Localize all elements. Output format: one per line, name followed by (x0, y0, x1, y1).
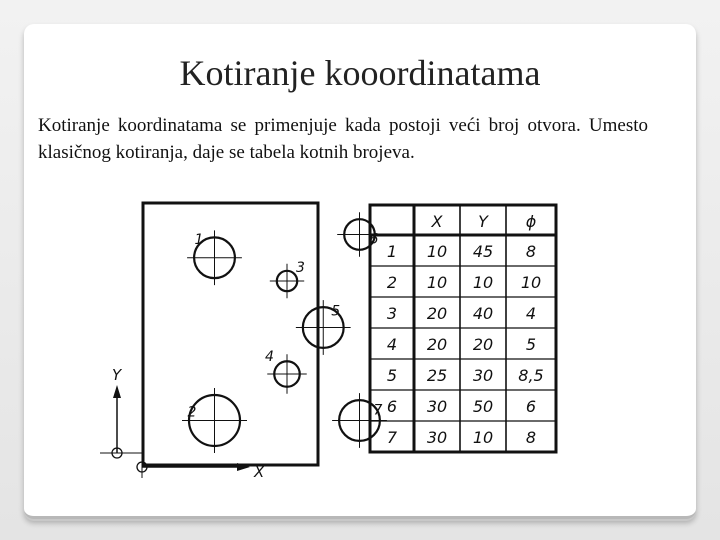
hole-label: 7 (373, 402, 383, 419)
plate-outline (143, 203, 318, 465)
table-cell: 30 (472, 366, 494, 385)
table-cell: 3 (386, 304, 398, 323)
table-cell: 20 (426, 304, 448, 323)
hole-label: 2 (187, 404, 197, 421)
table-cell: 10 (472, 428, 494, 447)
table-cell: 40 (472, 304, 494, 323)
hole-label: 4 (265, 349, 274, 365)
table-cell: 20 (426, 335, 448, 354)
hole-label: 3 (296, 260, 305, 276)
hole-4 (265, 349, 307, 394)
table-cell: 6 (386, 397, 398, 416)
coordinate-dimension-figure (90, 195, 570, 500)
table-cell: 8 (525, 242, 537, 261)
y-axis-arrow (113, 385, 121, 398)
coordinate-table (370, 205, 556, 452)
slide-title: Kotiranje kooordinatama (179, 53, 541, 93)
table-cell: 50 (472, 397, 494, 416)
table-cell: 5 (386, 366, 398, 385)
table-cell: 1 (386, 242, 398, 261)
table-header-cell: Y (478, 212, 488, 231)
table-cell: 5 (525, 335, 537, 354)
table-cell: 7 (386, 428, 398, 447)
table-header-cell: ϕ (525, 212, 537, 231)
hole-5 (296, 300, 351, 355)
table-cell: 30 (426, 428, 448, 447)
hole-2 (182, 388, 247, 453)
table-header-cell: X (431, 212, 443, 231)
plate-drawing (100, 203, 318, 478)
table-cell: 6 (525, 397, 537, 416)
slide-body-text: Kotiranje koordinatama se primenjuje kada postoji veći broj otvora. Umesto klasičnog kotiranja, daje se tabela kotnih brojeva. (38, 115, 648, 163)
hole-label: 6 (369, 231, 379, 248)
hole-label: 5 (331, 303, 341, 320)
table-cell: 25 (426, 366, 448, 385)
table-cell: 10 (472, 273, 494, 292)
x-axis-label: X (254, 463, 265, 481)
table-cell: 20 (472, 335, 494, 354)
table-cell: 10 (520, 273, 542, 292)
table-cell: 10 (426, 242, 448, 261)
table-cell: 4 (525, 304, 537, 323)
table-cell: 30 (426, 397, 448, 416)
hole-3 (270, 260, 305, 298)
y-axis-label: Y (112, 366, 122, 384)
hole-1 (187, 230, 242, 285)
table-cell: 2 (386, 273, 398, 292)
table-cell: 10 (426, 273, 448, 292)
table-cell: 8,5 (518, 366, 544, 385)
table-cell: 45 (472, 242, 494, 261)
hole-label: 1 (194, 231, 204, 248)
table-cell: 8 (525, 428, 537, 447)
table-cell: 4 (386, 335, 398, 354)
holes-group (182, 212, 387, 453)
